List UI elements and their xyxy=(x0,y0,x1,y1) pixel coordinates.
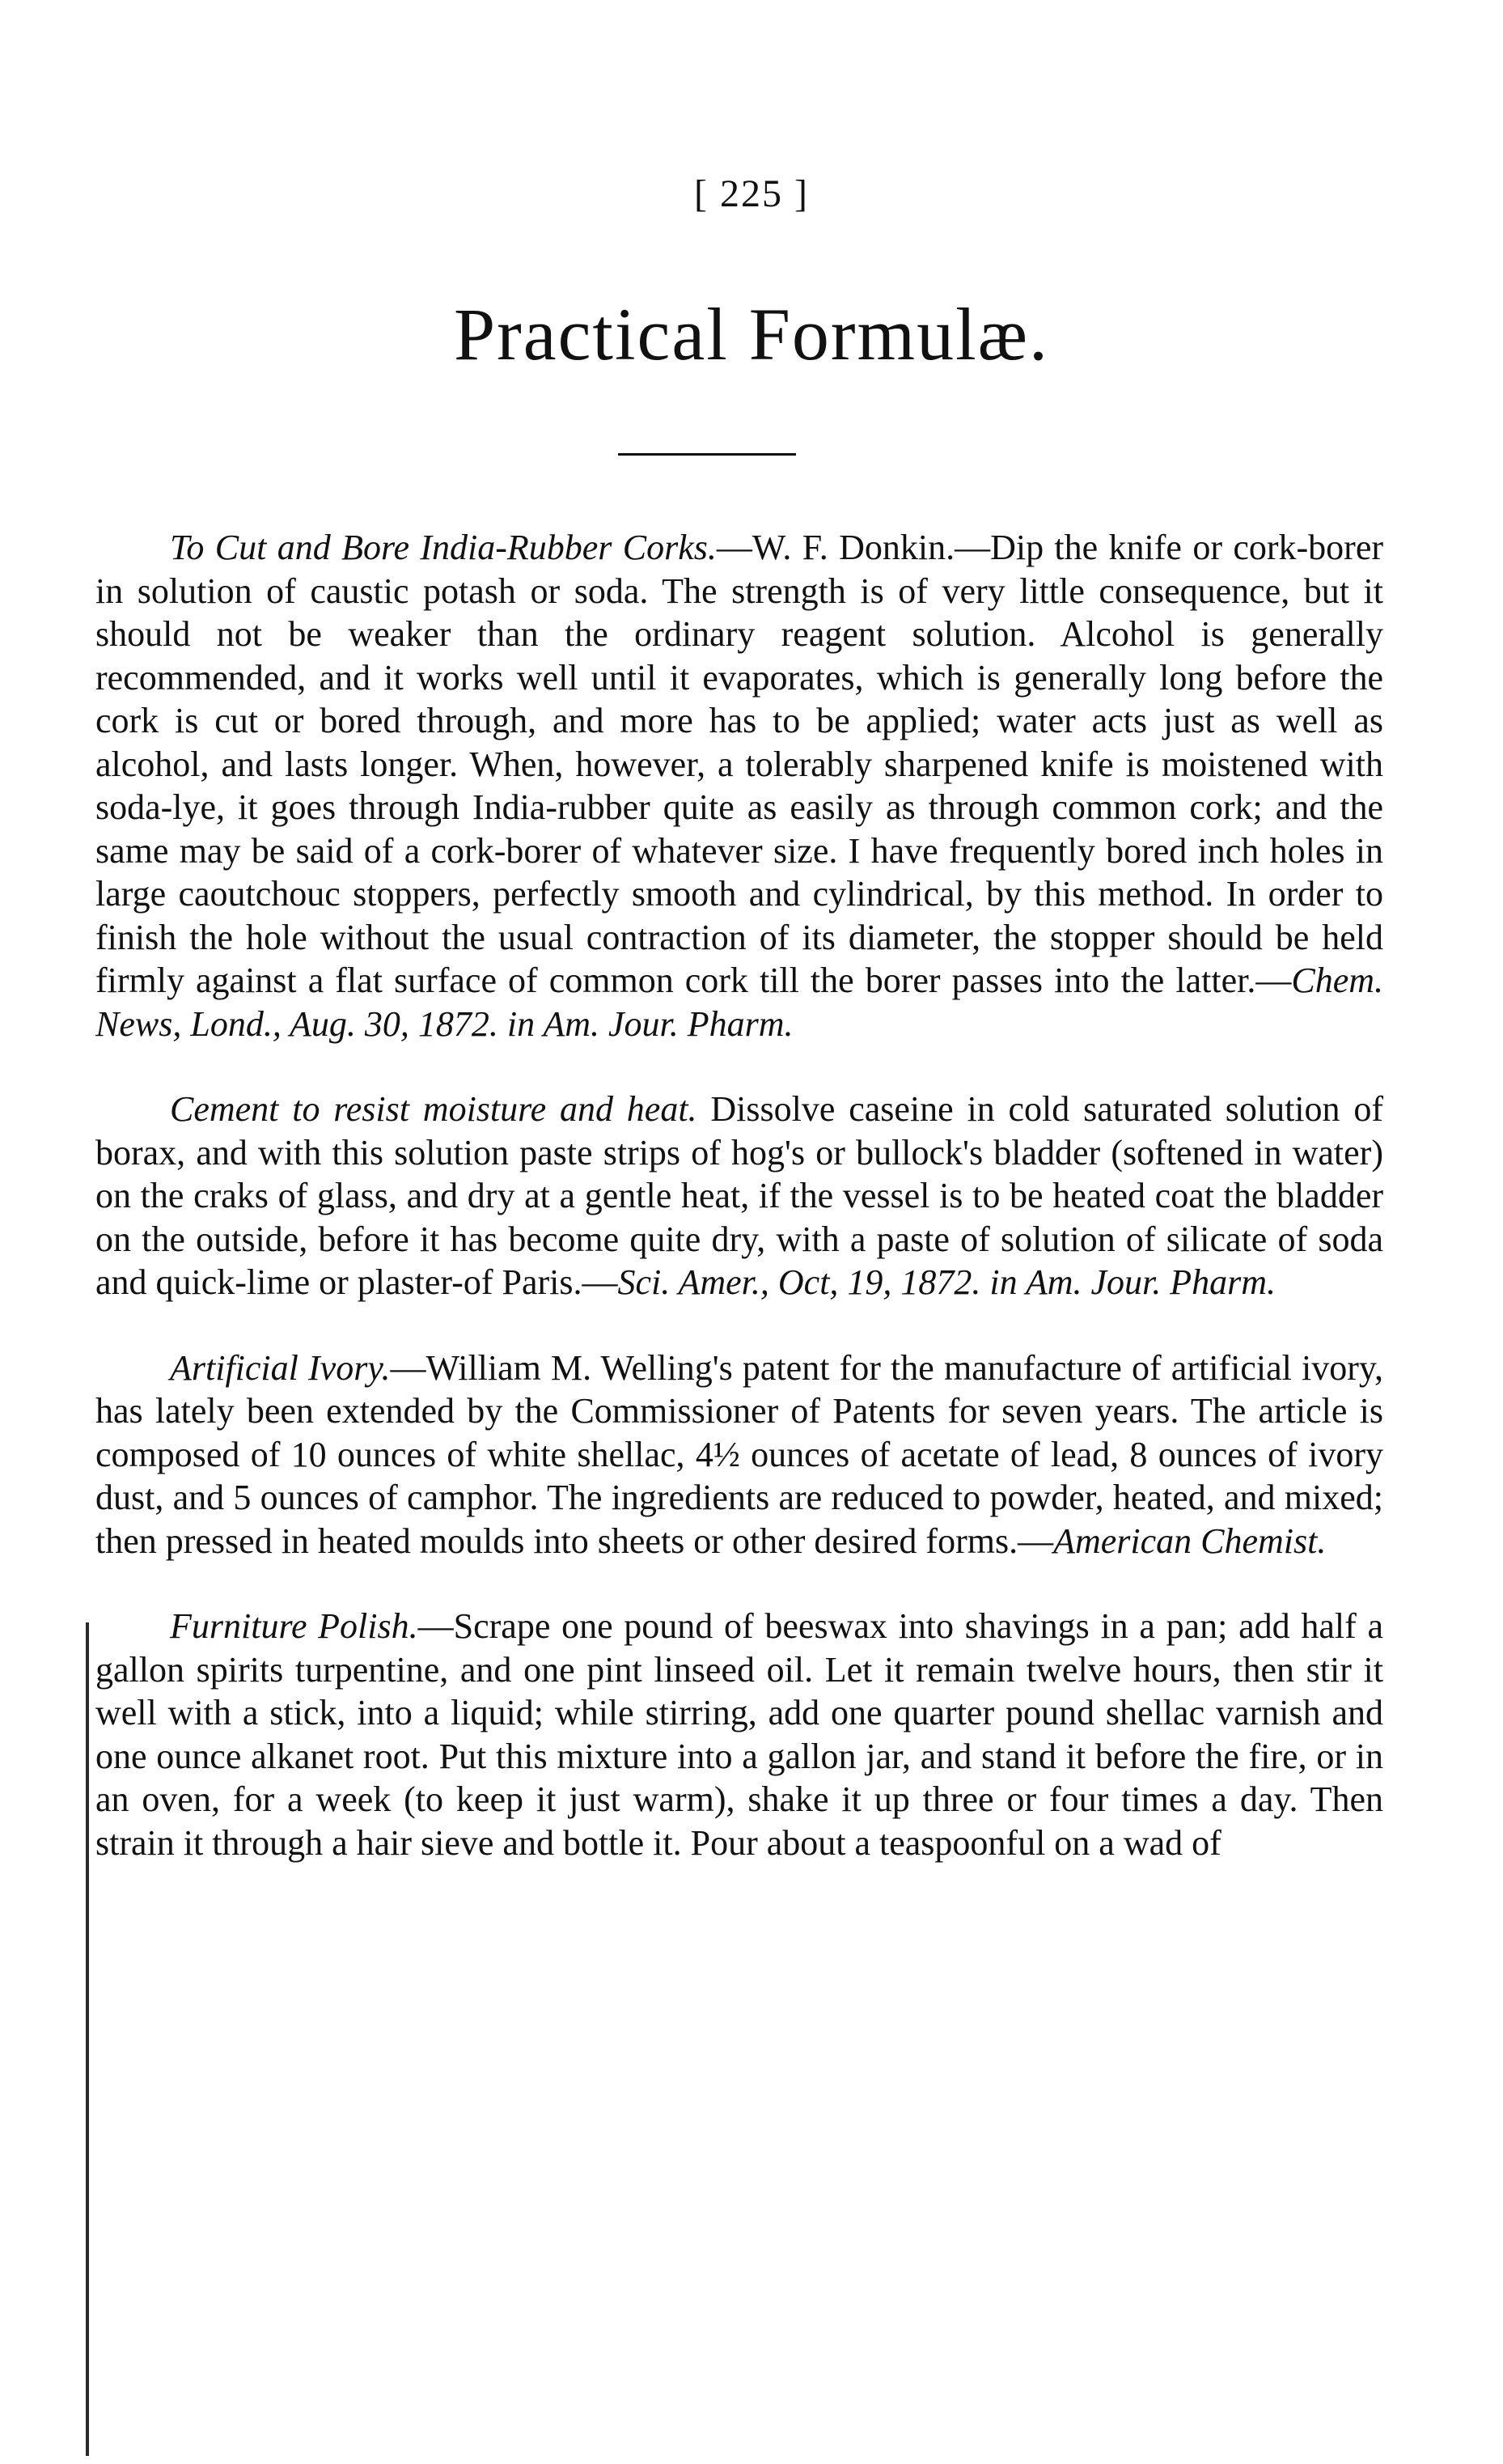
paragraph-citation: Chem. News, Lond., Aug. 30, 1872. in Am. Jour. Pharm. xyxy=(95,961,1383,1044)
paragraph-heading: Cement to resist moisture and heat. xyxy=(170,1089,697,1129)
paragraph-text: —William M. Welling's patent for the manufacture of artificial ivory, has lately been extended by the Commissioner of Patents for seven years. The article is composed of 10 ounces of white shellac, 4½ ounces of acetate of lead, 8 ounces of ivory dust, and 5 ounces of camphor. The ingredients are reduced to powder, heated, and mixed; then pressed in heated moulds into sheets or other desired forms.— xyxy=(95,1347,1383,1561)
paragraph-text: Dissolve caseine in cold saturated solution of borax, and with this solution paste strips of hog's or bullock's bladder (softened in water) on the craks of glass, and dry at a gentle heat, if the vessel is to be heated coat the bladder on the outside, before it has become quite dry, with a paste of solution of silicate of soda and quick-lime or plaster-of Paris.— xyxy=(95,1089,1383,1302)
title-divider xyxy=(618,453,796,456)
page-number: [ 225 ] xyxy=(694,172,809,215)
paragraph-heading: Artificial Ivory. xyxy=(170,1347,391,1388)
page-title: Practical Formulæ. xyxy=(453,293,1050,375)
paragraph-citation: American Chemist. xyxy=(1053,1520,1327,1561)
paragraph-furniture-polish xyxy=(95,1605,1383,1864)
paragraph-artificial-ivory xyxy=(95,1347,1383,1563)
paragraph-text: —Scrape one pound of beeswax into shavings in a pan; add half a gallon spirits turpentine, and one pint linseed oil. Let it remain twelve hours, then stir it well with a stick, into a liquid; while stirring, add one quarter pound shellac varnish and one ounce alkanet root. Put this mixture into a gallon jar, and stand it before the fire, or in an oven, for a week (to keep it just warm), shake it up three or four times a day. Then strain it through a hair sieve and bottle it. Pour about a teaspoonful on a wad of xyxy=(95,1606,1383,1863)
paragraph-citation: Sci. Amer., Oct, 19, 1872. in Am. Jour. Pharm. xyxy=(617,1262,1276,1302)
paragraph-heading: To Cut and Bore India-Rubber Corks. xyxy=(170,528,717,567)
paragraph-heading: Furniture Polish. xyxy=(170,1606,418,1646)
article-body xyxy=(95,526,1383,1906)
binding-margin-line xyxy=(86,1622,89,2456)
paragraph-text: —W. F. Donkin.—Dip the knife or cork-borer in solution of caustic potash or soda. The strength is of very little consequence, but it should not be weaker than the ordinary reagent solution. Alcohol is generally recommended, and it works well until it evaporates, which is generally long before the cork is cut or bored through, and more has to be applied; water acts just as well as alcohol, and lasts longer. When, however, a tolerably sharpened knife is moistened with soda-lye, it goes through India-rubber quite as easily as through common cork; and the same may be said of a cork-borer of whatever size. I have frequently bored inch holes in large caoutchouc stoppers, perfectly smooth and cylindrical, by this method. In order to finish the hole without the usual contraction of its diameter, the stopper should be held firmly against a flat surface of common cork till the borer passes into the latter.— xyxy=(95,528,1383,1000)
paragraph-cement xyxy=(95,1088,1383,1304)
paragraph-india-rubber-corks xyxy=(95,526,1383,1045)
